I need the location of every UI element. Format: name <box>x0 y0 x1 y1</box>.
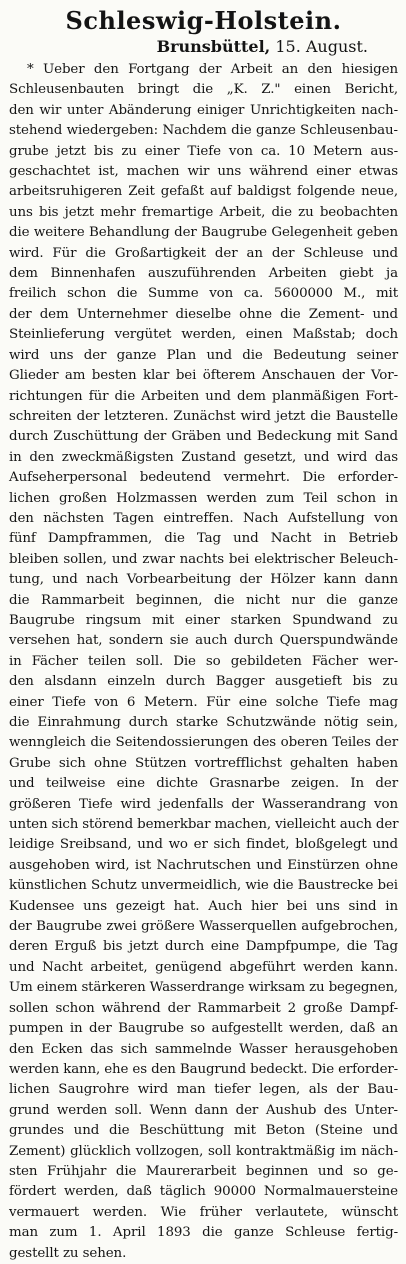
article-line: einer Tiefe von 6 Metern. Für eine solche Tiefe mag <box>9 694 398 710</box>
article-line: den Ecken das sich sammelnde Wasser herausgehoben <box>9 1041 398 1057</box>
article-line: in Fächer teilen soll. Die so gebildeten Fächer wer- <box>9 653 398 669</box>
article-line: größeren Tiefe wird jedenfalls der Wasserandrang von <box>9 796 398 812</box>
article-line: fördert werden, daß täglich 90000 Normalmauersteine <box>9 1184 398 1200</box>
article-line: den alsdann einzeln durch Bagger ausgetieft bis zu <box>9 674 398 690</box>
article-line: der Baugrube zwei größere Wasserquellen aufgebrochen, <box>9 919 398 935</box>
article-line: dem Binnenhafen auszuführenden Arbeiten giebt ja <box>9 266 398 282</box>
article-line: wennglеich die Seitendossierungen des oberen Teiles der <box>9 735 398 751</box>
dateline-date: 15. August. <box>275 37 368 56</box>
article-headline: Schleswig-Holstein. <box>65 6 342 35</box>
article-line: den wir unter Abänderung einiger Unrichtigkeiten nach- <box>9 102 398 118</box>
article-line: uns bis jetzt mehr fremartige Arbeit, die zu beobachten <box>9 204 398 220</box>
article-line: Baugrube ringsum mit einer starken Spundwand zu <box>9 612 398 628</box>
article-line: pumpen in der Baugrube so aufgestellt werden, daß an <box>9 1021 398 1037</box>
article-line: * Ueber den Fortgang der Arbeit an den hiesigen <box>27 62 398 77</box>
article-line: fünf Dampframmen, die Tag und Nacht in Betrieb <box>9 531 398 547</box>
article-line: werden kann, ehe es den Baugrund bedeckt. Die erforder- <box>9 1061 399 1077</box>
article-line: stehend wiedergeben: Nachdem die ganze Schleusenbau- <box>9 123 398 139</box>
article-line: lichen großen Holzmassen werden zum Teil schon in <box>9 490 398 506</box>
article-line: Schleusenbauten bringt die „K. Z." einen Bericht, <box>9 82 398 98</box>
article-line: sollen schon während der Rammarbeit 2 große Dampf- <box>9 1000 398 1016</box>
article-line: sten Frühjahr die Maurerarbeit beginnen und so ge- <box>9 1163 398 1179</box>
article-line: grube jetzt bis zu einer Tiefe von ca. 10 Metern aus- <box>9 143 398 159</box>
article-line: Aufseherpersonal bedeutend vermehrt. Die erforder- <box>9 470 398 486</box>
article-line: der dem Unternehmer dieselbe ohne die Zement- und <box>9 306 398 322</box>
article-line: bleiben sollen, und zwar nachts bei elektrischer Beleuch- <box>9 551 398 567</box>
article-line: grund werden soll. Wenn dann der Aushub des Unter- <box>9 1102 398 1118</box>
article-line: Steinlieferung vergütet werden, einen Maßstab; doch <box>9 327 398 343</box>
article-line: deren Erguß bis jetzt durch eine Dampfpumpe, die Tag <box>9 939 398 955</box>
article-line: Glieder am besten klar bei öfterem Anschauen der Vor- <box>9 368 398 384</box>
article-line: Zement) glücklich vollzogen, soll kontraktmäßig im näch- <box>9 1143 398 1159</box>
article-line: grundes und die Beschüttung mit Beton (Steine und <box>9 1123 398 1139</box>
article-line: in den zweckmäßigsten Zustand gesetzt, und wird das <box>9 449 398 465</box>
article-line: man zum 1. April 1893 die ganze Schleuse fertig- <box>9 1225 398 1241</box>
article-line: Grube sich ohne Stützen vortrefflichst gehalten haben <box>9 755 398 771</box>
article-line: die weitere Behandlung der Baugrube Gelegenheit geben <box>9 225 398 241</box>
article-line: gestellt zu sehen. <box>9 1245 127 1261</box>
article-line: den nächsten Tagen eintreffen. Nach Aufstellung von <box>9 510 398 526</box>
article-line: unten sich störend bemerkbar machen, vielleicht auch der <box>9 817 399 833</box>
article-line: leidige Sreibsand, und wo er sich findet, bloßgelegt und <box>9 837 398 853</box>
article-line: tung, und nach Vorbearbeitung der Hölzer kann dann <box>9 572 398 588</box>
article-line: versehen hat, sondern sie auch durch Querspundwände <box>9 633 398 649</box>
article-line: künstlichen Schutz unvermeidlich, wie die Baustrecke bei <box>9 878 398 894</box>
article-line: arbeitsruhigeren Zeit gefaßt auf baldigst folgende neue, <box>9 184 398 200</box>
article-line: und Nacht arbeitet, genügend abgeführt werden kann. <box>9 959 398 975</box>
article-line: Um einem stärkeren Wasserdrange wirksam zu begegnen, <box>9 980 398 996</box>
article-line: ausgehoben wird, ist Nachrutschen und Einstürzen ohne <box>9 857 398 873</box>
article-line: lichen Saugrohre wird man tiefer legen, als der Bau- <box>9 1082 398 1098</box>
article-line: geschachtet ist, machen wir uns während einer etwas <box>9 164 398 180</box>
article-line: die Einrahmung durch starke Schutzwände nötig sein, <box>9 715 398 730</box>
article-line: vermauert werden. Wie früher verlautete, wünscht <box>9 1204 398 1220</box>
article-line: Kudensee uns gezeigt hat. Auch hier bei uns sind in <box>9 898 398 914</box>
article-line: richtungen für die Arbeiten und dem planmäßigen Fort- <box>9 388 398 404</box>
article-line: durch Zuschüttung der Gräben und Bedeckung mit Sand <box>9 429 398 445</box>
article-line: die Rammarbeit beginnen, die nicht nur die ganze <box>9 592 398 608</box>
dateline-place: Brunsbüttel, <box>156 37 271 56</box>
article-line: und teilweise eine dichte Grasnarbe zeigen. In der <box>9 776 398 792</box>
article-line: wird uns der ganze Plan und die Bedeutung seiner <box>9 347 398 363</box>
article-dateline <box>9 36 398 58</box>
article-line: freilich schon die Summe von ca. 5600000 M., mit <box>9 286 398 302</box>
article-line: wird. Für die Großartigkeit der an der Schleuse und <box>9 245 398 261</box>
article-line: schreiten der letzteren. Zunächst wird jetzt die Baustelle <box>9 408 398 424</box>
article-body <box>9 60 398 1264</box>
